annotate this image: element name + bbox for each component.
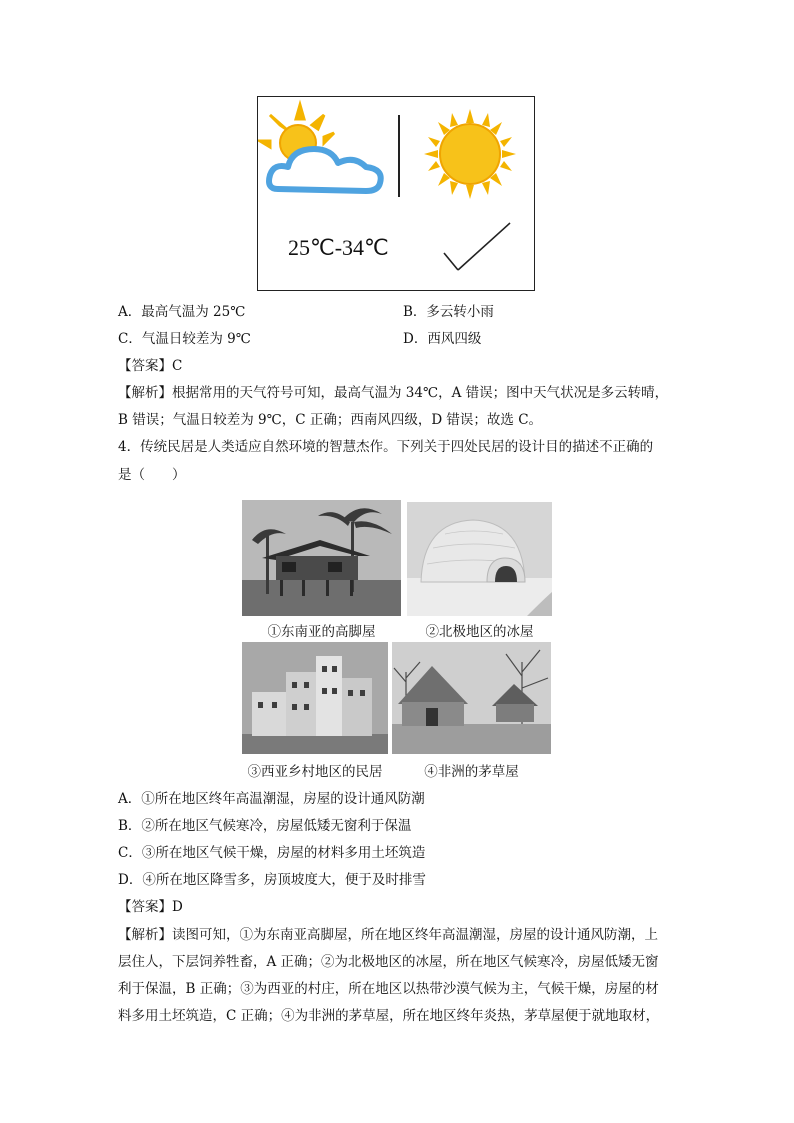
q4-option-a: A．①所在地区终年高温潮湿，房屋的设计通风防潮 <box>118 791 425 807</box>
q3-option-a: A．最高气温为 25℃ <box>118 304 246 320</box>
q4-option-d: D．④所在地区降雪多，房顶坡度大，便于及时排雪 <box>118 872 426 888</box>
q4-option-c: C．③所在地区气候干燥，房屋的材料多用土坯筑造 <box>118 845 426 861</box>
photo-caption-1: ①东南亚的高脚屋 <box>267 624 376 640</box>
q4-analysis-line-2: 层住人，下层饲养牲畜，A 正确；②为北极地区的冰屋，所在地区气候寒冷，房屋低矮无窗 <box>118 954 659 970</box>
q4-answer: 【答案】D <box>118 899 183 915</box>
q4-option-b: B．②所在地区气候寒冷，房屋低矮无窗利于保温 <box>118 818 412 834</box>
photo-caption-3: ③西亚乡村地区的民居 <box>247 764 383 780</box>
q4-analysis-line-1: 【解析】读图可知，①为东南亚高脚屋，所在地区终年高温潮湿，房屋的设计通风防潮，上 <box>118 927 658 943</box>
partly-cloudy-icon <box>260 105 381 191</box>
q3-analysis-line-1: 【解析】根据常用的天气符号可知，最高气温为 34℃，A 错误；图中天气状况是多云转晴， <box>118 385 669 401</box>
q4-stem-line-2: 是（ ） <box>118 467 186 483</box>
photo-african-hut <box>392 642 551 754</box>
photo-caption-4: ④非洲的茅草屋 <box>424 764 519 780</box>
weather-symbols-svg <box>258 97 534 290</box>
photo-stilt-house <box>242 500 401 616</box>
q3-analysis-line-2: B 错误；气温日较差为 9℃，C 正确；西南风四级，D 错误；故选 C。 <box>118 412 543 428</box>
q3-option-c: C．气温日较差为 9℃ <box>118 331 251 347</box>
photo-igloo <box>407 502 552 616</box>
temperature-range: 25℃-34℃ <box>288 235 389 260</box>
wind-icon <box>444 223 510 270</box>
q3-answer: 【答案】C <box>118 358 183 374</box>
q3-option-b: B．多云转小雨 <box>403 304 494 320</box>
q4-analysis-line-4: 料多用土坯筑造，C 正确；④为非洲的茅草屋，所在地区终年炎热，茅草屋便于就地取材， <box>118 1008 660 1024</box>
photo-caption-2: ②北极地区的冰屋 <box>425 624 534 640</box>
q3-option-d: D．西风四级 <box>403 331 482 347</box>
photo-west-asia-house <box>242 642 388 754</box>
q4-stem-line-1: 4．传统民居是人类适应自然环境的智慧杰作。下列关于四处民居的设计目的描述不正确的 <box>118 439 654 455</box>
q4-analysis-line-3: 利于保温，B 正确；③为西亚的村庄，所在地区以热带沙漠气候为主，气候干燥，房屋的材 <box>118 981 659 997</box>
weather-symbol-figure <box>257 96 535 291</box>
sunny-icon <box>424 109 516 199</box>
